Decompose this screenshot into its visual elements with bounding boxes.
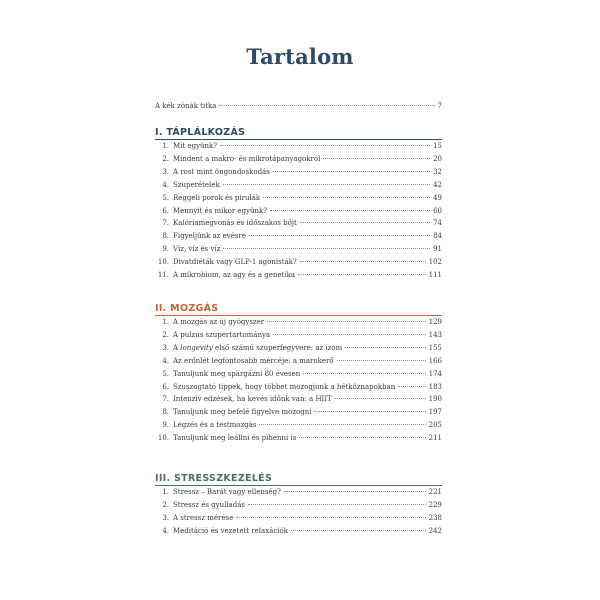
entry-page-number: 211 (428, 434, 442, 443)
toc-entry (155, 271, 442, 280)
entry-title: Szuszogtató tippek, hogy többet mozogjunk a hétköznapokban (173, 382, 396, 391)
leader-dots (335, 398, 426, 399)
toc-entry (155, 357, 442, 366)
leader-dots (300, 261, 426, 262)
leader-dots (223, 248, 430, 249)
entry-page-number: 129 (428, 318, 442, 326)
entry-title: Intenzív edzések, ha kevés időnk van: a HIIT (173, 395, 332, 404)
entry-number: 4. (162, 180, 169, 189)
leader-dots (284, 491, 426, 492)
entry-title: Stressz és gyulladás (173, 500, 245, 509)
toc-entry (155, 395, 442, 404)
toc-entry (155, 527, 442, 536)
leader-dots (273, 334, 426, 335)
entry-title: A stressz mérése (173, 513, 234, 522)
leader-dots (300, 222, 430, 223)
toc-entry (155, 168, 442, 177)
entry-title-emphasis: longevity (180, 343, 213, 352)
entry-number: 4. (162, 526, 169, 535)
entry-number: 8. (162, 408, 169, 417)
section-rule-stresszkezeles (155, 485, 442, 486)
entry-title: A pulzus szupertartománya (173, 330, 271, 339)
leader-dots (273, 171, 430, 172)
entry-title: Tanuljunk meg spárgázni 80 évesen (173, 369, 301, 378)
entry-number: 10. (157, 258, 169, 267)
toc-entry (155, 207, 442, 216)
toc-entry (155, 318, 442, 327)
entry-title: Mit együnk? (173, 142, 218, 150)
leader-dots (236, 517, 425, 518)
toc-entry (155, 514, 442, 523)
leader-dots (291, 530, 426, 531)
entry-title: Reggeli porok és pirulák (173, 193, 261, 202)
leader-dots (223, 184, 430, 185)
entry-number: 3. (162, 167, 169, 176)
entry-page-number: 15 (433, 142, 442, 150)
leader-dots (263, 197, 430, 198)
entry-number: 1. (162, 488, 169, 496)
toc-entry (155, 155, 442, 164)
entry-page-number: 102 (428, 258, 442, 267)
leader-dots (299, 437, 425, 438)
leader-dots (249, 235, 430, 236)
entry-page-number: 42 (433, 180, 442, 189)
entry-page-number: 183 (428, 382, 442, 391)
leader-dots (220, 145, 430, 146)
section-rule-taplalkozas (155, 139, 442, 140)
entry-page-number: 143 (428, 330, 442, 339)
section-heading-mozgas: II. MOZGÁS (155, 303, 219, 314)
entry-page-number: 190 (428, 395, 442, 404)
entry-number: 3. (162, 343, 169, 352)
toc-entry (155, 434, 442, 443)
entry-page-number: 174 (428, 369, 442, 378)
toc-entry (155, 258, 442, 267)
entry-title: Az erőnlét legfontosabb mércéje: a marokerő (173, 356, 334, 365)
entry-title: Légzés és a testmozgás (173, 421, 257, 430)
entry-number: 10. (157, 434, 169, 443)
entry-page-number: 91 (433, 245, 442, 254)
entry-title: Tanuljunk meg befelé figyelve mozogni (173, 408, 312, 417)
entry-title: Tanuljunk meg leállni és pihenni is (173, 434, 297, 443)
entry-page-number: 74 (433, 219, 442, 228)
entry-number: 9. (162, 245, 169, 254)
toc-entry (155, 142, 442, 151)
leader-dots (298, 274, 426, 275)
entry-number: 4. (162, 356, 169, 365)
intro-page: 7 (437, 102, 442, 110)
entry-title (173, 344, 342, 353)
toc-entry (155, 344, 442, 353)
entry-number: 7. (162, 219, 169, 228)
entry-page-number: 229 (428, 500, 442, 509)
toc-entry (155, 219, 442, 228)
section-heading-taplalkozas: I. TÁPLÁLKOZÁS (155, 127, 246, 138)
entry-title: A mozgás az új gyógyszer (173, 318, 265, 326)
entry-title: Mennyit és mikor együnk? (173, 206, 268, 215)
entry-page-number: 60 (433, 206, 442, 215)
intro-label: A kék zónák titka (155, 102, 217, 110)
entry-page-number: 238 (428, 513, 442, 522)
entry-title: A mikrobiom, az agy és a genetika (173, 271, 296, 279)
entry-title: A rost mint öngondoskodás (173, 167, 270, 176)
page-title: Tartalom (246, 44, 354, 69)
toc-entry (155, 383, 442, 392)
entry-title: Szuperételek (173, 180, 220, 189)
entry-title: Kalóriamegvonás és időszakos böjt (173, 219, 297, 228)
entry-page-number: 197 (428, 408, 442, 417)
entry-page-number: 242 (428, 526, 442, 535)
leader-dots (219, 105, 434, 106)
leader-dots (398, 386, 425, 387)
entry-title: Meditáció és vezetett relaxációk (173, 526, 288, 535)
leader-dots (337, 360, 426, 361)
intro-entry (155, 102, 442, 111)
entry-title: Víz, víz és víz (173, 245, 221, 254)
entry-number: 2. (162, 500, 169, 509)
entry-title: Figyeljünk az evésre (173, 232, 246, 241)
section-heading-stresszkezeles: III. STRESSZKEZELÉS (155, 473, 273, 484)
entry-number: 9. (162, 421, 169, 430)
toc-entry (155, 488, 442, 497)
entry-title-part: első számú szuperfegyvere: az izom (212, 343, 343, 352)
leader-dots (267, 321, 425, 322)
entry-page-number: 84 (433, 232, 442, 241)
entry-number: 7. (162, 395, 169, 404)
entry-page-number: 166 (428, 356, 442, 365)
entry-page-number: 221 (428, 488, 442, 496)
entry-number: 5. (162, 369, 169, 378)
entry-number: 11. (157, 271, 169, 279)
entry-number: 2. (162, 330, 169, 339)
entry-number: 6. (162, 206, 169, 215)
entry-page-number: 111 (428, 271, 442, 279)
toc-entry (155, 421, 442, 430)
entry-number: 6. (162, 382, 169, 391)
toc-entry (155, 194, 442, 203)
entry-number: 1. (162, 142, 169, 150)
entry-page-number: 155 (428, 343, 442, 352)
section-rule-mozgas (155, 315, 442, 316)
leader-dots (270, 210, 430, 211)
toc-entry (155, 232, 442, 241)
entry-page-number: 205 (428, 421, 442, 430)
toc-entry (155, 245, 442, 254)
leader-dots (259, 424, 425, 425)
entry-number: 3. (162, 513, 169, 522)
entry-title: Mindent a makro- és mikrotápanyagokról (173, 154, 321, 163)
entry-number: 2. (162, 154, 169, 163)
leader-dots (323, 158, 430, 159)
toc-entry (155, 331, 442, 340)
toc-entry (155, 181, 442, 190)
entry-number: 1. (162, 318, 169, 326)
entry-title-part: A (173, 343, 181, 352)
toc-entry (155, 408, 442, 417)
leader-dots (345, 347, 425, 348)
entry-title: Divatdiéták vagy GLP-1 agonisták? (173, 258, 297, 267)
leader-dots (314, 411, 425, 412)
leader-dots (303, 373, 425, 374)
toc-entry (155, 501, 442, 510)
entry-number: 5. (162, 193, 169, 202)
toc-entry (155, 370, 442, 379)
entry-page-number: 49 (433, 193, 442, 202)
entry-page-number: 32 (433, 167, 442, 176)
entry-page-number: 20 (433, 154, 442, 163)
entry-number: 8. (162, 232, 169, 241)
entry-title: Stressz – Barát vagy ellenség? (173, 488, 281, 496)
leader-dots (248, 504, 426, 505)
